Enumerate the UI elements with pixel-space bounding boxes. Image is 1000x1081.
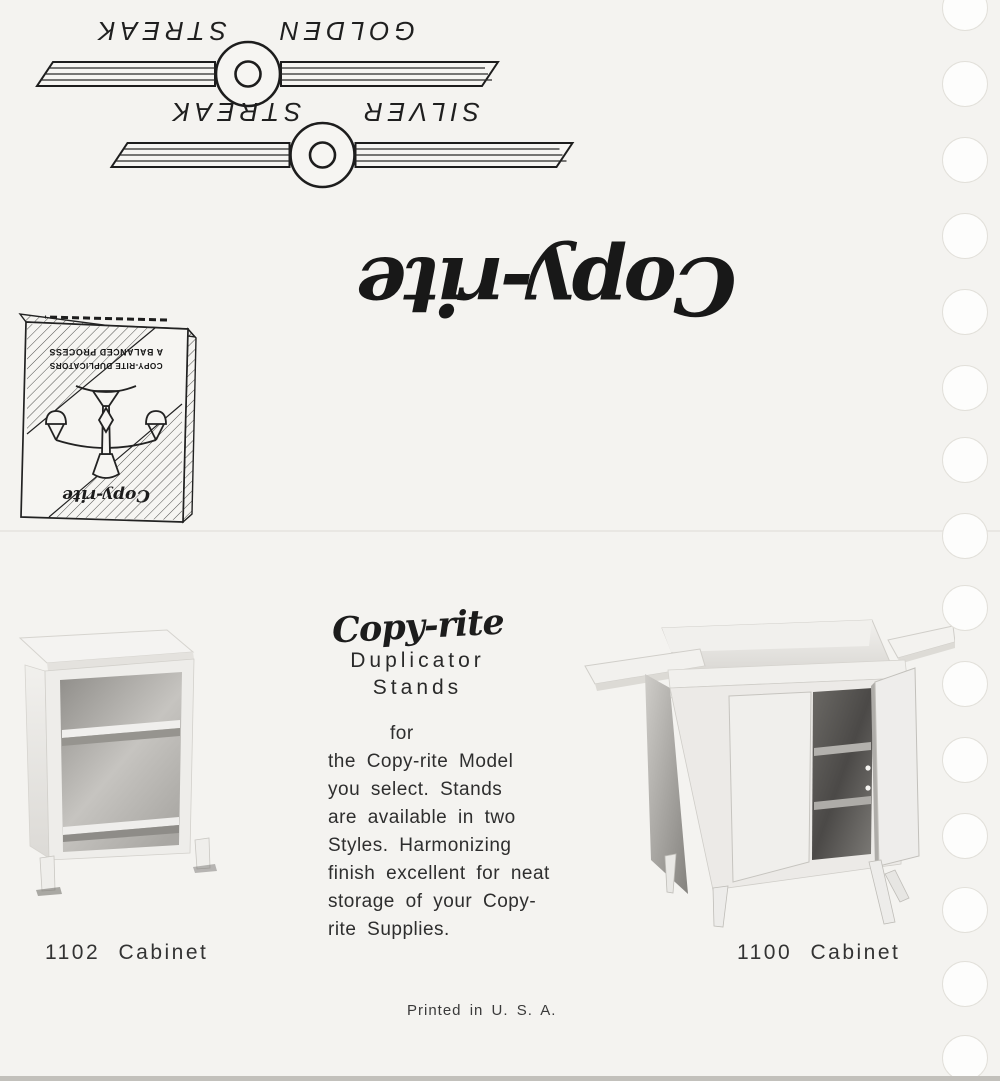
door-open: [875, 668, 919, 866]
products-heading: [330, 601, 505, 701]
fold-crease-line: [0, 530, 1000, 532]
printed-in-usa-note: Printed in U. S. A.: [407, 1002, 557, 1019]
body-copy-line: the Copy-rite Model: [328, 751, 514, 772]
binder-hole: [942, 961, 988, 1007]
wing-word-right: STREAK: [167, 97, 302, 127]
latch-dot: [865, 765, 870, 770]
wing-word-right: STREAK: [92, 16, 228, 46]
binder-hole: [942, 289, 988, 335]
binder-hole: [942, 137, 988, 183]
wing-logo-art: [108, 97, 576, 189]
cabinet-leg: [40, 856, 55, 891]
body-copy-line: storage of your Copy-: [328, 891, 537, 912]
body-copy-line: for: [390, 723, 414, 744]
carton-art: [15, 300, 197, 526]
binder-hole: [942, 437, 988, 483]
wing-word-left: GOLDEN: [275, 16, 415, 46]
cabinet-1100-photo: [583, 616, 955, 946]
cabinet-1102-photo: [16, 628, 232, 928]
wing-hub-inner-circle: [236, 62, 261, 87]
caption-cabinet-1100: 1100 Cabinet: [737, 941, 901, 964]
body-copy-line: you select. Stands: [328, 779, 503, 800]
cabinet-leg: [195, 838, 210, 869]
binder-hole: [942, 813, 988, 859]
binder-hole: [942, 737, 988, 783]
cabinet-leg: [713, 886, 728, 927]
binder-hole: [942, 513, 988, 559]
body-copy-line: rite Supplies.: [328, 919, 450, 940]
cabinet-opening: [812, 688, 873, 860]
body-copy-line: Styles. Harmonizing: [328, 835, 512, 856]
copy-rite-wordmark-inverted: [348, 226, 748, 346]
wing-word-left: SILVER: [358, 97, 481, 127]
heading-copy-rite-script: Copy-rite: [330, 601, 505, 652]
door-closed: [729, 692, 811, 882]
heading-line-duplicator: Duplicator: [350, 649, 485, 672]
cabinet-leg: [869, 860, 895, 924]
carton-slogan-line2: A BALANCED PROCESS: [48, 347, 164, 357]
binder-hole: [942, 0, 988, 31]
copy-rite-wordmark-text: Copy-rite: [359, 239, 737, 333]
binder-hole: [942, 661, 988, 707]
binder-hole: [942, 213, 988, 259]
latch-dot: [865, 785, 870, 790]
binder-hole: [942, 61, 988, 107]
golden-streak-wing-logo: [35, 16, 500, 108]
cabinet-leg: [665, 854, 676, 893]
scan-bottom-edge: [0, 1076, 1000, 1081]
binder-hole: [942, 585, 988, 631]
silver-streak-wing-logo: [108, 97, 576, 189]
body-copy: [328, 720, 573, 944]
caption-cabinet-1102: 1102 Cabinet: [45, 941, 209, 964]
wing-logo-art: [35, 16, 500, 108]
wing-hub-inner-circle: [310, 143, 335, 168]
body-copy-line: finish excellent for neat: [328, 863, 550, 884]
binder-hole: [942, 365, 988, 411]
body-copy-line: are available in two: [328, 807, 516, 828]
carton-script-label: Copy-rite: [62, 485, 150, 505]
binder-hole: [942, 1035, 988, 1081]
heading-line-stands: Stands: [372, 676, 463, 699]
copy-rite-carton-illustration: [15, 300, 197, 526]
carton-slogan-line1: COPY-RITE DUPLICATORS: [49, 361, 163, 370]
binder-hole: [942, 887, 988, 933]
